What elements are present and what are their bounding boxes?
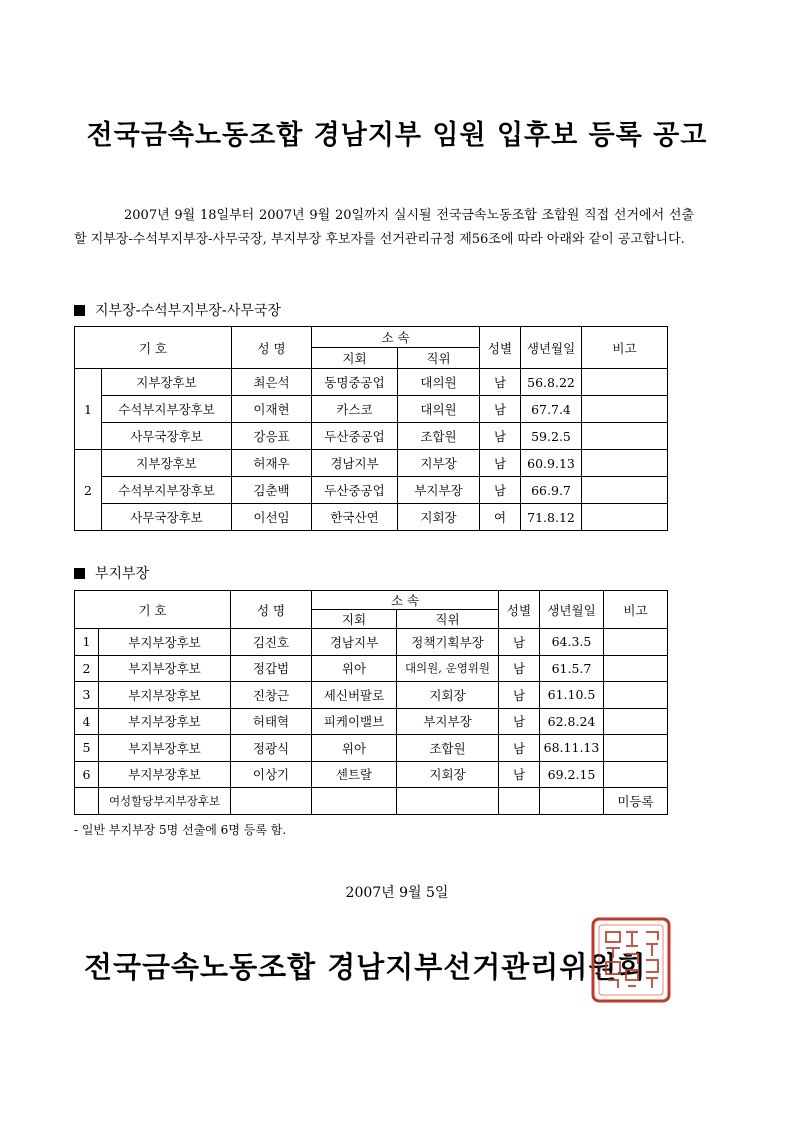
seal-glyphs — [606, 932, 658, 988]
table-row — [75, 735, 668, 762]
birth-cell: 69.2.15 — [540, 761, 604, 788]
remark-cell — [604, 682, 668, 709]
header-code: 기 호 — [75, 591, 231, 629]
role-cell: 수석부지부장후보 — [102, 396, 232, 423]
table-row — [75, 629, 668, 656]
role-cell: 부지부장후보 — [99, 708, 231, 735]
number-cell — [75, 788, 99, 815]
birth-cell: 67.7.4 — [521, 396, 582, 423]
name-cell: 허태혁 — [231, 708, 312, 735]
role-cell: 수석부지부장후보 — [102, 477, 232, 504]
remark-cell — [604, 629, 668, 656]
birth-cell: 61.5.7 — [540, 655, 604, 682]
footnote: - 일반 부지부장 5명 선출에 6명 등록 함. — [74, 823, 287, 837]
position-cell: 대의원, 운영위원 — [397, 655, 499, 682]
committee-name: 전국금속노동조합 경남지부선거관리위원회 — [84, 950, 647, 984]
gender-cell: 남 — [480, 369, 521, 396]
position-cell: 부지부장 — [398, 477, 480, 504]
header-position: 직위 — [398, 348, 480, 369]
birth-cell: 66.9.7 — [521, 477, 582, 504]
table-row — [75, 369, 668, 396]
role-cell: 사무국장후보 — [102, 423, 232, 450]
position-cell — [397, 788, 499, 815]
gender-cell: 남 — [480, 450, 521, 477]
position-cell: 지부장 — [398, 450, 480, 477]
gender-cell: 남 — [499, 655, 540, 682]
birth-cell: 56.8.22 — [521, 369, 582, 396]
remark-cell — [582, 477, 668, 504]
gender-cell: 남 — [499, 708, 540, 735]
page-title: 전국금속노동조합 경남지부 임원 입후보 등록 공고 — [86, 120, 708, 151]
header-remark: 비고 — [604, 591, 668, 629]
role-cell: 지부장후보 — [102, 450, 232, 477]
role-cell: 부지부장후보 — [99, 761, 231, 788]
header-remark: 비고 — [582, 327, 668, 369]
gender-cell: 남 — [499, 735, 540, 762]
gender-cell: 남 — [499, 629, 540, 656]
table-header-row — [75, 327, 668, 348]
intro-text: 2007년 9월 18일부터 2007년 9월 20일까지 실시될 전국금속노동조합 조합원 직접 선거에서 선출할 지부장-수석부지부장-사무국장, 부지부장 후보자를 선거관리규정 제56조에 따라 아래와 같이 공고합니다. — [74, 208, 694, 247]
role-cell: 부지부장후보 — [99, 655, 231, 682]
table-row — [75, 477, 668, 504]
header-birth: 생년월일 — [521, 327, 582, 369]
remark-cell — [582, 396, 668, 423]
branch-cell: 경남지부 — [312, 629, 397, 656]
position-cell: 조합원 — [398, 423, 480, 450]
square-bullet-icon — [74, 568, 85, 579]
name-cell: 김진호 — [231, 629, 312, 656]
gender-cell — [499, 788, 540, 815]
remark-cell — [604, 761, 668, 788]
name-cell: 김춘백 — [232, 477, 312, 504]
role-cell: 여성할당부지부장후보 — [99, 788, 231, 815]
branch-cell: 두산중공업 — [312, 477, 398, 504]
remark-cell — [582, 369, 668, 396]
table-row — [75, 761, 668, 788]
role-cell: 부지부장후보 — [99, 682, 231, 709]
remark-cell — [604, 708, 668, 735]
position-cell: 지회장 — [397, 761, 499, 788]
name-cell: 이선임 — [232, 504, 312, 531]
remark-cell — [582, 504, 668, 531]
branch-cell: 센트랄 — [312, 761, 397, 788]
position-cell: 조합원 — [397, 735, 499, 762]
position-cell: 대의원 — [398, 396, 480, 423]
gender-cell: 남 — [480, 396, 521, 423]
section1-heading — [74, 300, 281, 320]
position-cell: 지회장 — [397, 682, 499, 709]
remark-cell: 미등록 — [604, 788, 668, 815]
role-cell: 사무국장후보 — [102, 504, 232, 531]
name-cell: 진창근 — [231, 682, 312, 709]
name-cell: 이상기 — [231, 761, 312, 788]
position-cell: 부지부장 — [397, 708, 499, 735]
remark-cell — [582, 423, 668, 450]
table-row — [75, 450, 668, 477]
table-row — [75, 396, 668, 423]
header-affiliation: 소 속 — [312, 591, 499, 610]
number-cell: 3 — [75, 682, 99, 709]
announcement-date: 2007년 9월 5일 — [345, 885, 449, 901]
branch-cell: 세신버팔로 — [312, 682, 397, 709]
birth-cell — [540, 788, 604, 815]
executive-candidates-table — [74, 326, 668, 531]
name-cell: 최은석 — [232, 369, 312, 396]
name-cell: 허재우 — [232, 450, 312, 477]
branch-cell: 위아 — [312, 735, 397, 762]
birth-cell: 71.8.12 — [521, 504, 582, 531]
header-name: 성 명 — [232, 327, 312, 369]
square-bullet-icon — [74, 305, 85, 316]
number-cell: 2 — [75, 655, 99, 682]
official-seal-stamp — [590, 916, 672, 1004]
table-row — [75, 708, 668, 735]
header-birth: 생년월일 — [540, 591, 604, 629]
position-cell: 정책기획부장 — [397, 629, 499, 656]
vice-chair-candidates-table — [74, 590, 668, 815]
header-gender: 성별 — [499, 591, 540, 629]
position-cell: 대의원 — [398, 369, 480, 396]
name-cell: 강응표 — [232, 423, 312, 450]
remark-cell — [582, 450, 668, 477]
name-cell: 정갑범 — [231, 655, 312, 682]
birth-cell: 68.11.13 — [540, 735, 604, 762]
birth-cell: 59.2.5 — [521, 423, 582, 450]
branch-cell: 경남지부 — [312, 450, 398, 477]
header-position: 직위 — [397, 610, 499, 629]
role-cell: 지부장후보 — [102, 369, 232, 396]
birth-cell: 64.3.5 — [540, 629, 604, 656]
header-code: 기 호 — [75, 327, 232, 369]
gender-cell: 남 — [499, 761, 540, 788]
position-cell: 지회장 — [398, 504, 480, 531]
group-number: 1 — [75, 369, 102, 450]
name-cell — [231, 788, 312, 815]
name-cell: 정광식 — [231, 735, 312, 762]
branch-cell: 카스코 — [312, 396, 398, 423]
remark-cell — [604, 735, 668, 762]
table-row — [75, 788, 668, 815]
branch-cell — [312, 788, 397, 815]
remark-cell — [604, 655, 668, 682]
branch-cell: 두산중공업 — [312, 423, 398, 450]
branch-cell: 위아 — [312, 655, 397, 682]
gender-cell: 여 — [480, 504, 521, 531]
number-cell: 1 — [75, 629, 99, 656]
section2-heading-text: 부지부장 — [95, 566, 150, 582]
number-cell: 6 — [75, 761, 99, 788]
branch-cell: 한국산연 — [312, 504, 398, 531]
table-header-row — [75, 591, 668, 610]
header-branch: 지회 — [312, 348, 398, 369]
branch-cell: 동명중공업 — [312, 369, 398, 396]
gender-cell: 남 — [480, 423, 521, 450]
birth-cell: 62.8.24 — [540, 708, 604, 735]
role-cell: 부지부장후보 — [99, 735, 231, 762]
role-cell: 부지부장후보 — [99, 629, 231, 656]
number-cell: 5 — [75, 735, 99, 762]
section2-heading — [74, 563, 149, 583]
table-row — [75, 655, 668, 682]
section1-heading-text: 지부장-수석부지부장-사무국장 — [95, 303, 281, 319]
gender-cell: 남 — [480, 477, 521, 504]
group-number: 2 — [75, 450, 102, 531]
header-affiliation: 소 속 — [312, 327, 480, 348]
header-name: 성 명 — [231, 591, 312, 629]
table-row — [75, 682, 668, 709]
table-row — [75, 423, 668, 450]
intro-paragraph — [74, 204, 694, 252]
branch-cell: 피케이밸브 — [312, 708, 397, 735]
birth-cell: 61.10.5 — [540, 682, 604, 709]
number-cell: 4 — [75, 708, 99, 735]
birth-cell: 60.9.13 — [521, 450, 582, 477]
header-gender: 성별 — [480, 327, 521, 369]
name-cell: 이재현 — [232, 396, 312, 423]
table-row — [75, 504, 668, 531]
header-branch: 지회 — [312, 610, 397, 629]
gender-cell: 남 — [499, 682, 540, 709]
